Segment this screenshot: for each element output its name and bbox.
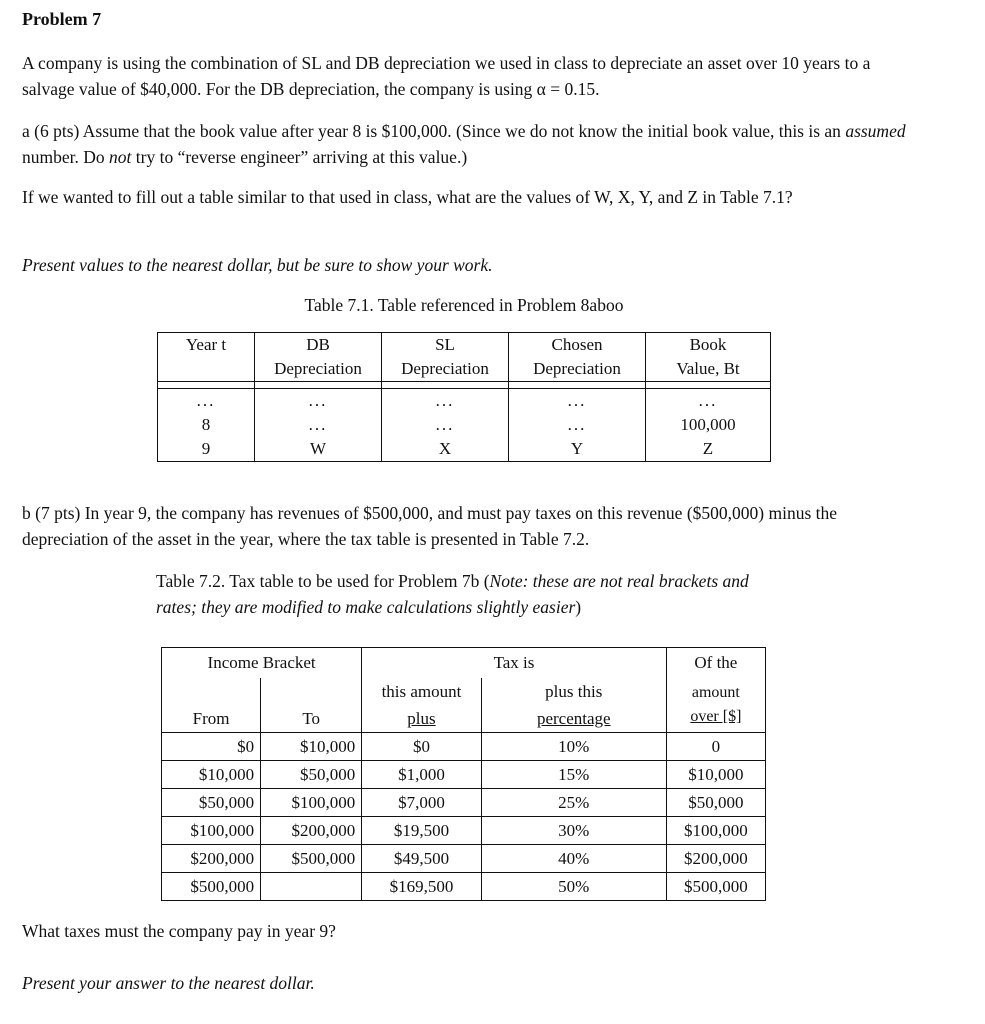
cell: $19,500 — [362, 817, 482, 845]
cell: 50% — [481, 873, 666, 901]
header-book — [646, 333, 771, 382]
cell: $100,000 — [666, 817, 765, 845]
cell: $50,000 — [261, 761, 362, 789]
part-a-question: If we wanted to fill out a table similar to that used in class, what are the values of W, X, Y, and Z in Table 7.1? — [22, 187, 793, 207]
part-a-instruction: Present values to the nearest dollar, but be sure to show your work. — [22, 255, 493, 275]
header-over — [666, 678, 765, 733]
header-db-l2: Depreciation — [274, 359, 362, 378]
header-from-label: From — [192, 709, 230, 728]
header-sl — [382, 333, 509, 382]
header-plus-this-l2: percentage — [536, 709, 611, 728]
cell: 10% — [481, 733, 666, 761]
cell: 15% — [481, 761, 666, 789]
table-row — [158, 437, 771, 462]
table-row — [158, 389, 771, 414]
cell: $500,000 — [162, 873, 261, 901]
table-7-1-gap — [158, 382, 771, 389]
cell: W — [255, 437, 382, 462]
header-chosen-l2: Depreciation — [533, 359, 621, 378]
table-row — [162, 733, 766, 761]
caption-note: Note: these are not real brackets and rates; they are modified to make calculations slightly easier — [156, 571, 749, 617]
header-db-l1: DB — [306, 335, 330, 354]
cell: 30% — [481, 817, 666, 845]
header-sl-l2: Depreciation — [401, 359, 489, 378]
cell: $500,000 — [261, 845, 362, 873]
part-a-text-2: number. Do — [22, 147, 110, 167]
cell: 25% — [481, 789, 666, 817]
cell: 0 — [666, 733, 765, 761]
problem-intro: A company is using the combination of SL and DB depreciation we used in class to depreciate an asset over 10 years to a salvage value of $40,000. For the DB depreciation, the company is using α = 0.15. — [22, 53, 871, 99]
header-over-label: over [$] — [690, 708, 742, 725]
part-a-em-assumed: assumed — [845, 121, 906, 141]
caption-text: Table 7.2. Tax table to be used for Problem 7b ( — [156, 571, 490, 591]
cell: 8 — [158, 413, 255, 437]
table-7-1-caption: Table 7.1. Table referenced in Problem 8aboo — [304, 295, 624, 315]
part-b-question: What taxes must the company pay in year 9? — [22, 921, 336, 941]
header-plus-this — [481, 678, 666, 733]
part-b-text: b (7 pts) In year 9, the company has revenues of $500,000, and must pay taxes on this revenue ($500,000) minus the depreciation of the asset in the year, where the tax table is presented in Table 7.2. — [22, 503, 838, 549]
cell: $200,000 — [666, 845, 765, 873]
header-this-amount — [362, 678, 482, 733]
header-to — [261, 678, 362, 733]
table-row — [162, 817, 766, 845]
cell: $500,000 — [666, 873, 765, 901]
header-book-l2: Value, Bt — [676, 359, 740, 378]
table-row — [162, 789, 766, 817]
cell — [261, 873, 362, 901]
cell: X — [382, 437, 509, 462]
header-from — [162, 678, 261, 733]
cell: $10,000 — [162, 761, 261, 789]
cell: $100,000 — [261, 789, 362, 817]
table-row — [162, 845, 766, 873]
header-year-label: Year t — [185, 335, 227, 354]
header-plus-this-l1: plus this — [545, 682, 603, 701]
header-chosen-l1: Chosen — [551, 335, 603, 354]
cell: $200,000 — [261, 817, 362, 845]
cell: $7,000 — [362, 789, 482, 817]
header-of-the: Of the — [666, 648, 765, 679]
cell: $169,500 — [362, 873, 482, 901]
cell: Z — [646, 437, 771, 462]
cell: $200,000 — [162, 845, 261, 873]
cell: ... — [255, 389, 382, 414]
header-chosen — [509, 333, 646, 382]
cell: $100,000 — [162, 817, 261, 845]
part-a-text — [22, 118, 922, 170]
cell: $49,500 — [362, 845, 482, 873]
part-a-em-not: not — [109, 147, 132, 167]
part-a-text-3: try to “reverse engineer” arriving at this value.) — [131, 147, 468, 167]
table-row — [162, 873, 766, 901]
header-db — [255, 333, 382, 382]
header-to-label: To — [302, 709, 321, 728]
cell: 100,000 — [646, 413, 771, 437]
cell: ... — [158, 389, 255, 414]
cell: 40% — [481, 845, 666, 873]
part-b-instruction: Present your answer to the nearest dollar. — [22, 973, 315, 993]
cell: ... — [382, 413, 509, 437]
header-year — [158, 333, 255, 382]
cell: $10,000 — [666, 761, 765, 789]
cell: $1,000 — [362, 761, 482, 789]
table-7-1 — [157, 332, 771, 462]
caption-close: ) — [575, 597, 582, 617]
cell: ... — [509, 413, 646, 437]
cell: ... — [646, 389, 771, 414]
header-this-amount-l2: plus — [407, 709, 436, 728]
cell: $10,000 — [261, 733, 362, 761]
problem-title: Problem 7 — [22, 9, 102, 29]
table-7-1-header — [158, 333, 771, 382]
cell: ... — [255, 413, 382, 437]
table-row — [162, 761, 766, 789]
table-7-2-header-2 — [162, 678, 766, 733]
cell: $50,000 — [162, 789, 261, 817]
header-sl-l1: SL — [435, 335, 455, 354]
cell: $50,000 — [666, 789, 765, 817]
header-this-amount-l1: this amount — [381, 682, 462, 701]
cell: 9 — [158, 437, 255, 462]
part-a-text-1: a (6 pts) Assume that the book value after year 8 is $100,000. (Since we do not know the initial book value, this is an — [22, 121, 846, 141]
cell: $0 — [162, 733, 261, 761]
header-income-bracket: Income Bracket — [162, 648, 362, 679]
table-row — [158, 413, 771, 437]
cell: Y — [509, 437, 646, 462]
header-amount: amount — [691, 684, 740, 701]
cell: $0 — [362, 733, 482, 761]
table-7-2-header-1 — [162, 648, 766, 679]
cell: ... — [382, 389, 509, 414]
table-7-2 — [161, 647, 766, 901]
header-tax-is: Tax is — [362, 648, 667, 679]
header-book-l1: Book — [689, 335, 727, 354]
cell: ... — [509, 389, 646, 414]
table-7-2-caption — [156, 568, 776, 620]
